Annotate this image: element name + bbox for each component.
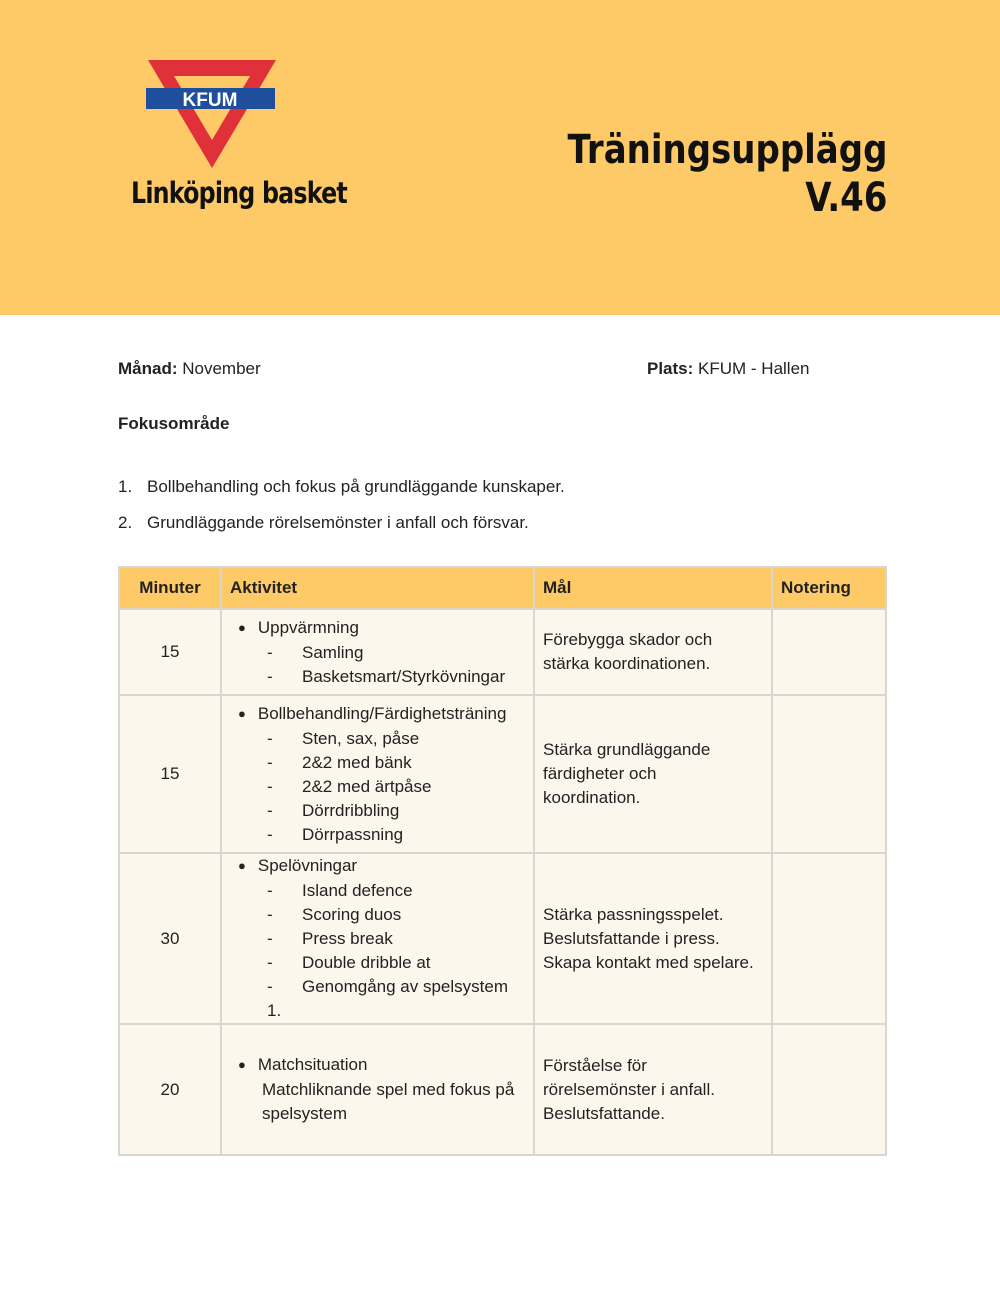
training-table: [118, 566, 887, 1156]
activity-subitem: - Island defence: [230, 879, 525, 903]
activity-title: ● Spelövningar: [230, 854, 525, 879]
activity-subitem: - Dörrpassning: [230, 823, 525, 847]
goal-cell: [534, 853, 772, 1024]
note-cell: [772, 695, 886, 853]
table-row: [119, 853, 886, 1024]
col-note: Notering: [772, 567, 886, 609]
activity-subitem: - Genomgång av spelsystem 1.: [230, 975, 525, 1023]
activity-subitem: - Basketsmart/Styrkövningar: [230, 665, 525, 689]
place-field: [647, 359, 810, 379]
item-text: Bollbehandling och fokus på grundläggande kunskaper.: [147, 477, 565, 496]
activity-subitem: - Samling: [230, 641, 525, 665]
svg-text:KFUM: KFUM: [182, 90, 238, 111]
goal-cell: [534, 1024, 772, 1155]
table-row: [119, 609, 886, 695]
col-goal: Mål: [534, 567, 772, 609]
activity-cell: [221, 853, 534, 1024]
activity-subitem: - Press break: [230, 927, 525, 951]
table-header-row: [119, 567, 886, 609]
goal-cell: [534, 695, 772, 853]
goal-line: stärka koordinationen.: [543, 654, 711, 673]
note-cell: [772, 1024, 886, 1155]
note-cell: [772, 853, 886, 1024]
goal-line: Beslutsfattande.: [543, 1103, 665, 1123]
note-cell: [772, 609, 886, 695]
month-field: [118, 359, 261, 379]
goal-line: rörelsemönster i anfall.: [543, 1079, 715, 1099]
item-number: 1.: [118, 477, 133, 496]
minutes-cell: 20: [119, 1024, 221, 1155]
activity-title: ● Matchsituation: [230, 1053, 525, 1078]
title-text: Träningsupplägg: [567, 127, 887, 173]
focus-heading: Fokusområde: [118, 414, 230, 433]
header-banner: [0, 0, 1000, 315]
activity-subitem: - 2&2 med bänk: [230, 751, 525, 775]
goal-line: Förebygga skador och: [543, 630, 713, 649]
week-text: V.46: [804, 175, 887, 221]
goal-line: Stärka passningsspelet.: [543, 904, 724, 924]
goal-line: Förståelse för: [543, 1055, 647, 1075]
item-number: 2.: [118, 513, 133, 532]
activity-description: spelsystem: [262, 1104, 348, 1123]
list-item: [118, 505, 565, 541]
col-minutes: Minuter: [119, 567, 221, 609]
table-row: [119, 1024, 886, 1155]
logo-text: Linköping basket: [131, 176, 347, 210]
focus-list: [118, 469, 565, 541]
table-row: [119, 695, 886, 853]
place-label: Plats:: [647, 359, 694, 378]
activity-subitem: - Scoring duos: [230, 903, 525, 927]
minutes-cell: 15: [119, 609, 221, 695]
activity-subitem: - Sten, sax, påse: [230, 727, 525, 751]
minutes-cell: 15: [119, 695, 221, 853]
col-activity: Aktivitet: [221, 567, 534, 609]
goal-line: koordination.: [543, 788, 641, 807]
activity-title: ● Bollbehandling/Färdighetsträning: [230, 702, 525, 727]
activity-description: Matchliknande spel med fokus på: [262, 1080, 515, 1099]
goal-cell: [534, 609, 772, 695]
list-item: [118, 469, 565, 505]
activity-title: ● Uppvärmning: [230, 616, 525, 641]
goal-line: färdigheter och: [543, 764, 657, 783]
page-title: [567, 126, 887, 222]
goal-line: Stärka grundläggande: [543, 740, 711, 759]
activity-subitem: - 2&2 med ärtpåse: [230, 775, 525, 799]
month-value: November: [182, 359, 261, 378]
place-value: KFUM - Hallen: [698, 359, 810, 378]
activity-subitem: - Double dribble at: [230, 951, 525, 975]
activity-subitem: - Dörrdribbling: [230, 799, 525, 823]
minutes-cell: 30: [119, 853, 221, 1024]
activity-cell: [221, 609, 534, 695]
activity-cell: [221, 695, 534, 853]
activity-cell: [221, 1024, 534, 1155]
item-text: Grundläggande rörelsemönster i anfall och försvar.: [147, 513, 529, 532]
goal-line: Skapa kontakt med spelare.: [543, 952, 754, 972]
month-label: Månad:: [118, 359, 178, 378]
goal-line: Beslutsfattande i press.: [543, 928, 720, 948]
